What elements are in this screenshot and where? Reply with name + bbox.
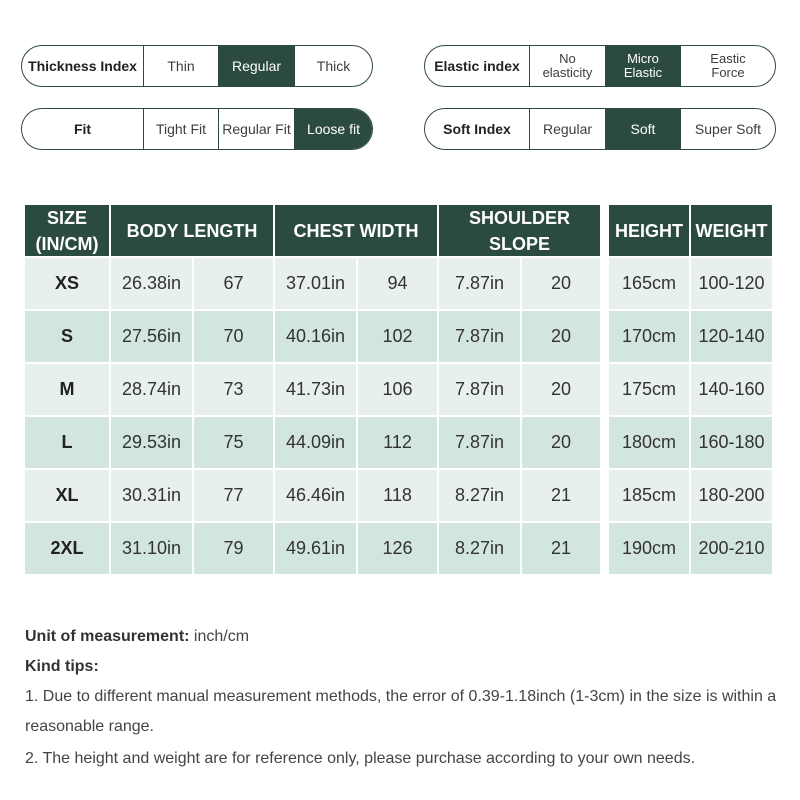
- tip-1: 1. Due to different manual measurement methods, the error of 0.39-1.18inch (1-3cm) in the size is within a reasonable range.: [25, 688, 777, 735]
- table-cell-height: 180cm: [609, 417, 689, 468]
- tip-2: 2. The height and weight are for reference only, please purchase according to your own needs.: [25, 750, 696, 767]
- table-cell-chest-in: 37.01in: [275, 258, 356, 309]
- elastic-index-label: Elastic index: [434, 58, 520, 74]
- table-cell-shoulder-in: 7.87in: [439, 417, 520, 468]
- table-cell-height: 170cm: [609, 311, 689, 362]
- table-cell-chest-in: 46.46in: [275, 470, 356, 521]
- table-cell-size: S: [25, 311, 109, 362]
- table-cell-size: XL: [25, 470, 109, 521]
- table-cell-body-cm: 77: [194, 470, 273, 521]
- table-cell-height: 165cm: [609, 258, 689, 309]
- table-cell-body-cm: 70: [194, 311, 273, 362]
- unit-of-measurement: [25, 624, 785, 654]
- table-cell-size: L: [25, 417, 109, 468]
- soft-index-label: Soft Index: [443, 121, 511, 137]
- table-cell-chest-cm: 94: [358, 258, 437, 309]
- table-cell-chest-in: 41.73in: [275, 364, 356, 415]
- table-cell-body-in: 31.10in: [111, 523, 192, 574]
- table-cell-body-in: 29.53in: [111, 417, 192, 468]
- fit-option-tight[interactable]: Tight Fit: [143, 109, 218, 149]
- table-cell-weight: 120-140: [691, 311, 772, 362]
- fit-selector: [21, 108, 373, 150]
- unit-value: inch/cm: [189, 628, 250, 645]
- table-cell-weight: 140-160: [691, 364, 772, 415]
- thickness-option-thin[interactable]: Thin: [143, 46, 218, 86]
- fit-option-regular[interactable]: Regular Fit: [218, 109, 294, 149]
- table-cell-height: 185cm: [609, 470, 689, 521]
- table-cell-shoulder-cm: 21: [522, 470, 600, 521]
- table-cell-weight: 180-200: [691, 470, 772, 521]
- table-cell-chest-cm: 118: [358, 470, 437, 521]
- elastic-option-micro[interactable]: Micro Elastic: [605, 46, 680, 86]
- soft-option-regular[interactable]: Regular: [529, 109, 605, 149]
- fit-label: Fit: [73, 121, 92, 137]
- header-chest-width: CHEST WIDTH: [275, 205, 437, 256]
- table-cell-body-in: 30.31in: [111, 470, 192, 521]
- header-weight: WEIGHT: [691, 205, 772, 256]
- table-cell-shoulder-in: 7.87in: [439, 364, 520, 415]
- table-cell-chest-cm: 112: [358, 417, 437, 468]
- table-cell-shoulder-in: 8.27in: [439, 523, 520, 574]
- header-height: HEIGHT: [609, 205, 689, 256]
- table-cell-weight: 200-210: [691, 523, 772, 574]
- unit-label: Unit of measurement:: [25, 628, 190, 645]
- table-cell-body-in: 26.38in: [111, 258, 192, 309]
- table-cell-shoulder-in: 8.27in: [439, 470, 520, 521]
- table-cell-size: XS: [25, 258, 109, 309]
- soft-option-super-soft[interactable]: Super Soft: [680, 109, 775, 149]
- soft-option-soft[interactable]: Soft: [605, 109, 680, 149]
- header-body-length: BODY LENGTH: [111, 205, 273, 256]
- table-cell-shoulder-cm: 20: [522, 364, 600, 415]
- header-size: SIZE (IN/CM): [25, 205, 109, 256]
- table-cell-weight: 160-180: [691, 417, 772, 468]
- thickness-index-selector: [21, 45, 373, 87]
- elastic-option-none[interactable]: No elasticity: [529, 46, 605, 86]
- thickness-option-regular[interactable]: Regular: [218, 46, 294, 86]
- kind-tips-title: Kind tips:: [25, 658, 99, 675]
- table-cell-shoulder-in: 7.87in: [439, 311, 520, 362]
- fit-option-loose[interactable]: Loose fit: [294, 109, 372, 149]
- table-cell-body-cm: 73: [194, 364, 273, 415]
- table-cell-chest-in: 49.61in: [275, 523, 356, 574]
- table-cell-chest-cm: 102: [358, 311, 437, 362]
- table-cell-size: M: [25, 364, 109, 415]
- table-cell-body-cm: 79: [194, 523, 273, 574]
- table-cell-body-in: 27.56in: [111, 311, 192, 362]
- table-cell-shoulder-in: 7.87in: [439, 258, 520, 309]
- table-cell-body-cm: 67: [194, 258, 273, 309]
- table-cell-shoulder-cm: 20: [522, 311, 600, 362]
- table-cell-body-in: 28.74in: [111, 364, 192, 415]
- soft-index-selector: [424, 108, 776, 150]
- thickness-option-thick[interactable]: Thick: [294, 46, 372, 86]
- notes-section: [25, 624, 785, 774]
- thickness-index-label: Thickness Index: [28, 58, 137, 74]
- table-cell-shoulder-cm: 20: [522, 417, 600, 468]
- table-cell-body-cm: 75: [194, 417, 273, 468]
- table-cell-chest-cm: 126: [358, 523, 437, 574]
- table-cell-height: 190cm: [609, 523, 689, 574]
- table-cell-size: 2XL: [25, 523, 109, 574]
- table-cell-shoulder-cm: 20: [522, 258, 600, 309]
- table-cell-chest-cm: 106: [358, 364, 437, 415]
- elastic-option-force[interactable]: Eastic Force: [680, 46, 775, 86]
- table-cell-shoulder-cm: 21: [522, 523, 600, 574]
- table-cell-chest-in: 44.09in: [275, 417, 356, 468]
- header-shoulder-slope: SHOULDER SLOPE: [439, 205, 600, 256]
- table-cell-height: 175cm: [609, 364, 689, 415]
- table-cell-weight: 100-120: [691, 258, 772, 309]
- elastic-index-selector: [424, 45, 776, 87]
- table-cell-chest-in: 40.16in: [275, 311, 356, 362]
